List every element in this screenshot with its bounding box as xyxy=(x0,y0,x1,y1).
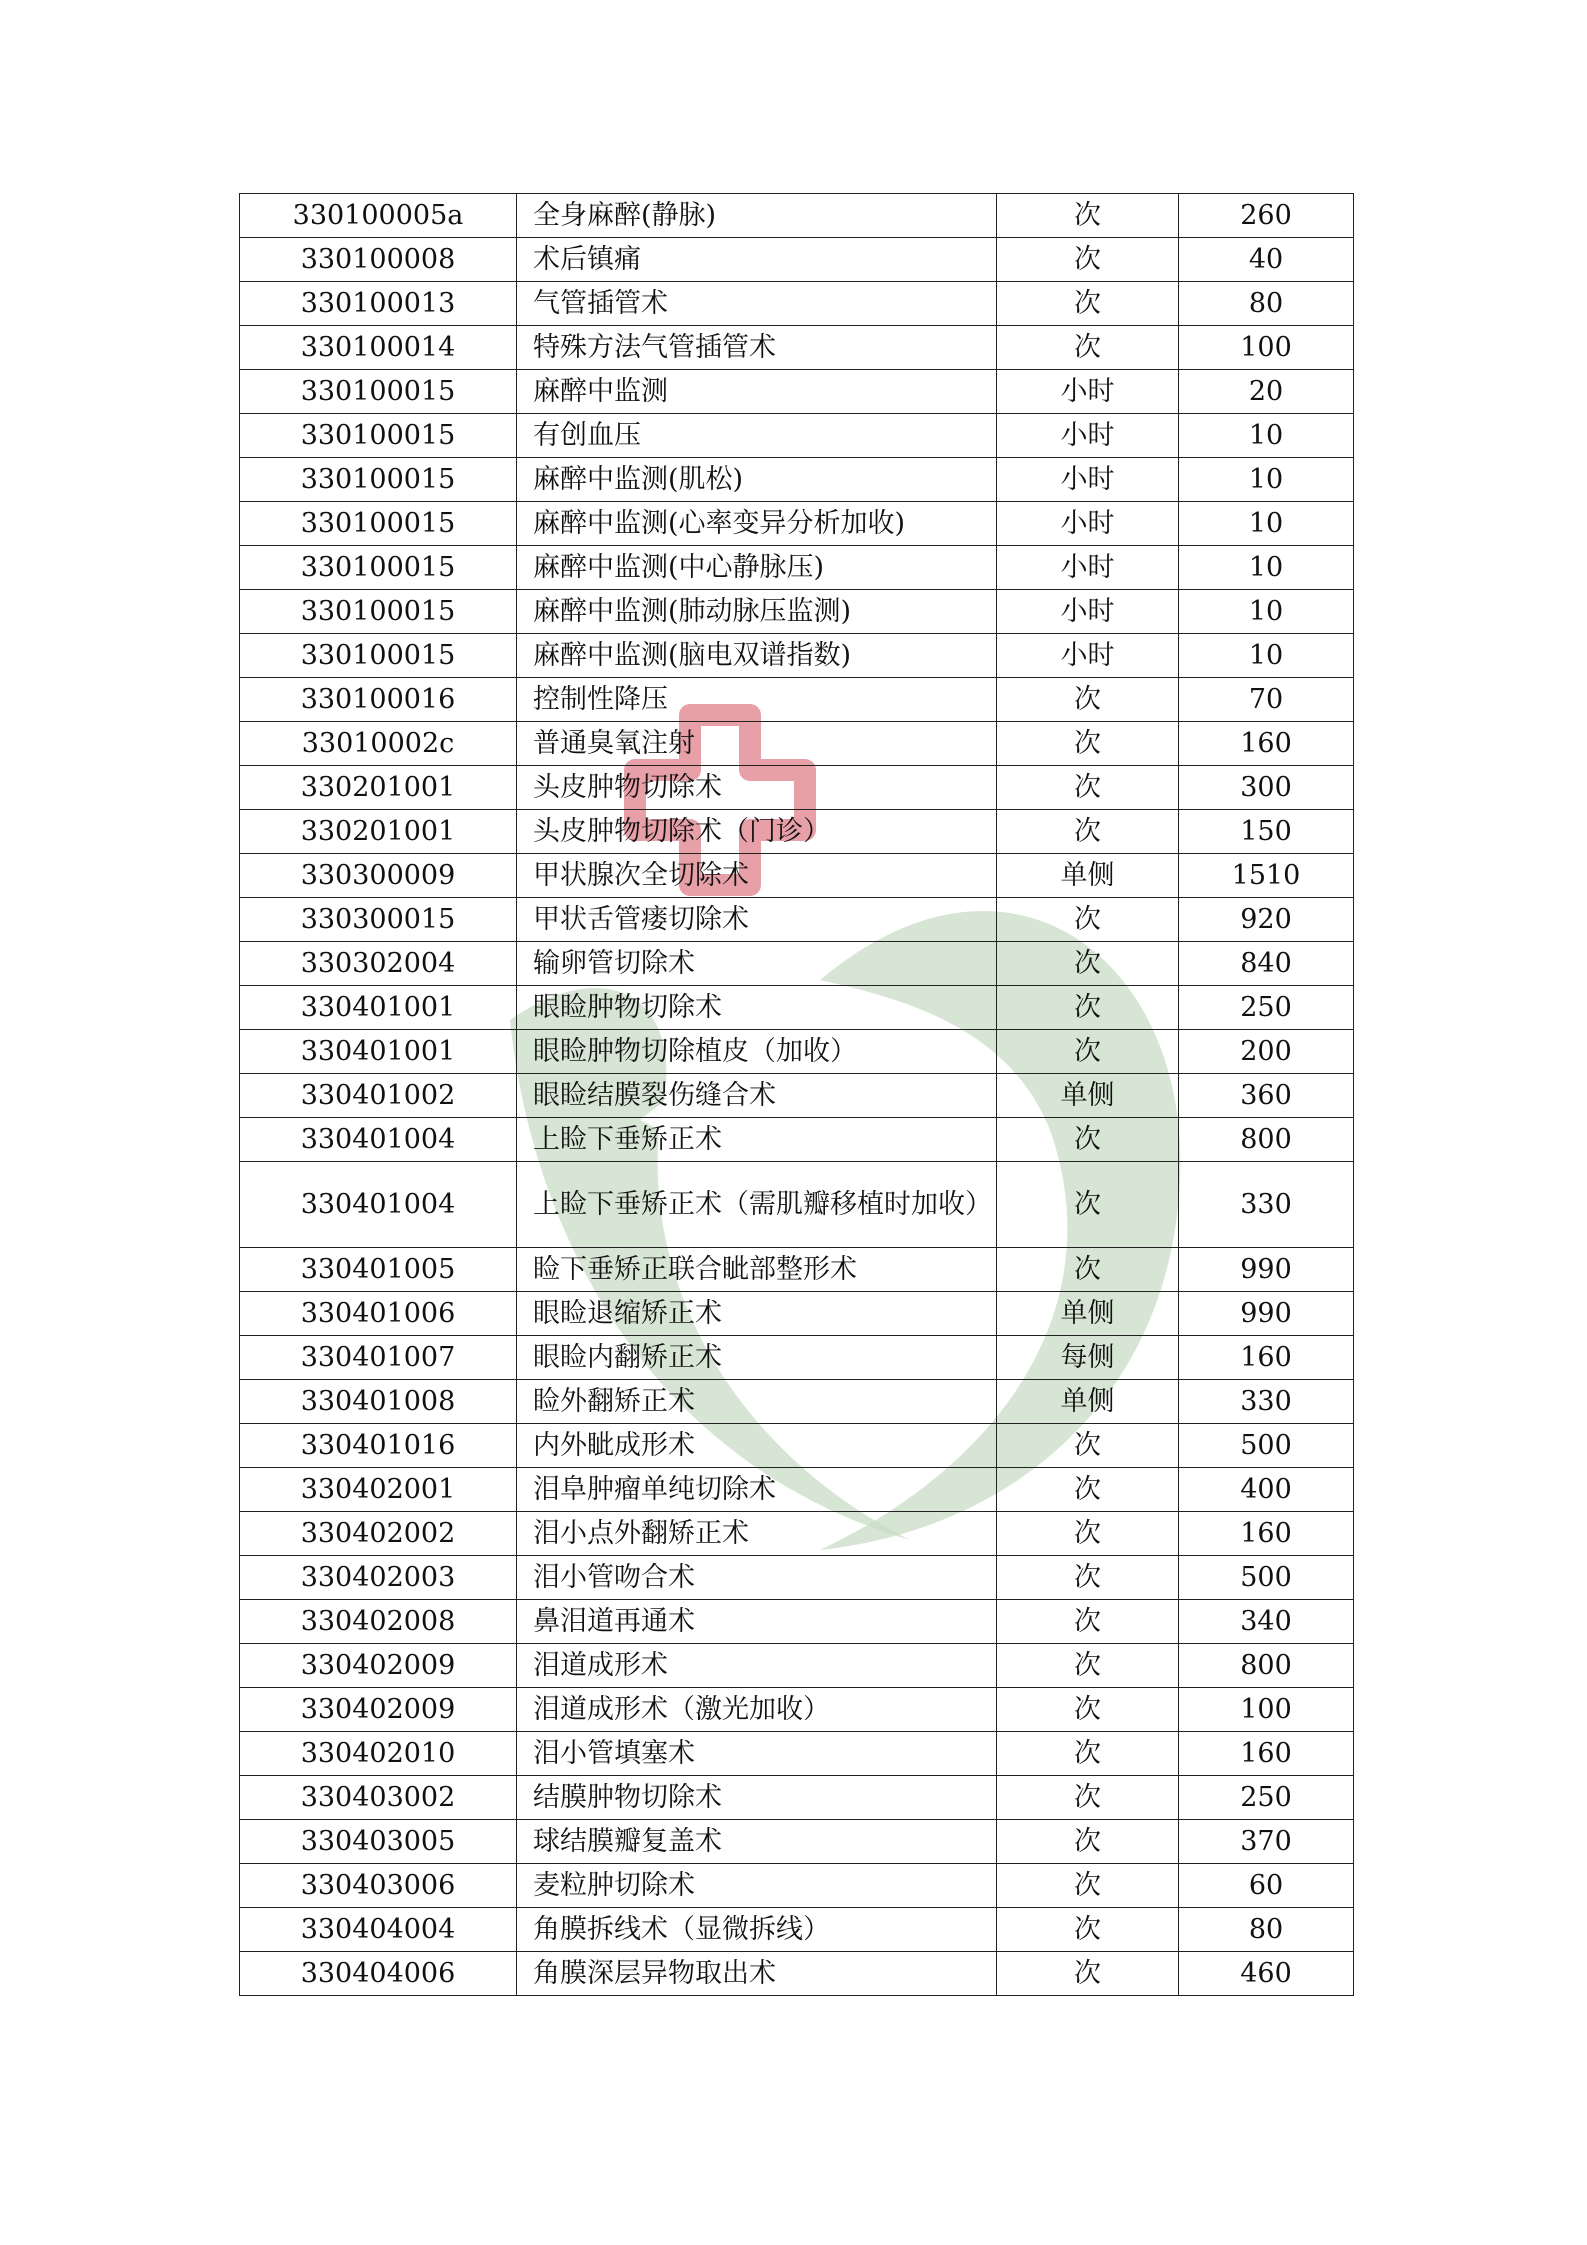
item-code-cell: 330402009 xyxy=(240,1688,517,1732)
item-unit-cell: 次 xyxy=(997,986,1179,1030)
table-row xyxy=(240,238,1354,282)
table-row xyxy=(240,1644,1354,1688)
item-unit-cell: 次 xyxy=(997,766,1179,810)
item-code-cell: 330100015 xyxy=(240,590,517,634)
item-price-cell: 200 xyxy=(1179,1030,1354,1074)
item-price-cell: 100 xyxy=(1179,326,1354,370)
item-unit-cell: 次 xyxy=(997,1162,1179,1248)
item-price-cell: 990 xyxy=(1179,1248,1354,1292)
item-unit-cell: 小时 xyxy=(997,414,1179,458)
item-unit-cell: 小时 xyxy=(997,502,1179,546)
item-code-cell: 330100014 xyxy=(240,326,517,370)
item-unit-cell: 次 xyxy=(997,1820,1179,1864)
item-name-cell: 泪道成形术（激光加收） xyxy=(517,1688,997,1732)
item-code-cell: 330402002 xyxy=(240,1512,517,1556)
item-code-cell: 330404006 xyxy=(240,1952,517,1996)
table-row xyxy=(240,590,1354,634)
item-unit-cell: 次 xyxy=(997,1908,1179,1952)
item-code-cell: 330401006 xyxy=(240,1292,517,1336)
item-price-cell: 500 xyxy=(1179,1556,1354,1600)
item-price-cell: 10 xyxy=(1179,414,1354,458)
item-unit-cell: 次 xyxy=(997,1952,1179,1996)
item-name-cell: 麻醉中监测(脑电双谱指数) xyxy=(517,634,997,678)
table-row xyxy=(240,1820,1354,1864)
table-row xyxy=(240,370,1354,414)
item-price-cell: 920 xyxy=(1179,898,1354,942)
table-row xyxy=(240,1248,1354,1292)
item-code-cell: 330403002 xyxy=(240,1776,517,1820)
table-row xyxy=(240,1688,1354,1732)
item-price-cell: 800 xyxy=(1179,1644,1354,1688)
item-code-cell: 330100015 xyxy=(240,458,517,502)
item-name-cell: 气管插管术 xyxy=(517,282,997,326)
item-code-cell: 330402001 xyxy=(240,1468,517,1512)
item-price-cell: 330 xyxy=(1179,1380,1354,1424)
item-price-cell: 400 xyxy=(1179,1468,1354,1512)
item-price-cell: 150 xyxy=(1179,810,1354,854)
item-name-cell: 泪小点外翻矫正术 xyxy=(517,1512,997,1556)
item-code-cell: 330300009 xyxy=(240,854,517,898)
fee-items-table-body xyxy=(240,194,1354,1996)
table-row xyxy=(240,1468,1354,1512)
item-code-cell: 330403005 xyxy=(240,1820,517,1864)
table-row xyxy=(240,722,1354,766)
item-name-cell: 角膜拆线术（显微拆线） xyxy=(517,1908,997,1952)
item-code-cell: 330403006 xyxy=(240,1864,517,1908)
item-code-cell: 330401004 xyxy=(240,1118,517,1162)
table-row xyxy=(240,414,1354,458)
item-price-cell: 500 xyxy=(1179,1424,1354,1468)
item-unit-cell: 小时 xyxy=(997,634,1179,678)
item-code-cell: 330201001 xyxy=(240,766,517,810)
table-row xyxy=(240,1162,1354,1248)
item-code-cell: 330100016 xyxy=(240,678,517,722)
item-name-cell: 睑下垂矫正联合眦部整形术 xyxy=(517,1248,997,1292)
item-code-cell: 330100005a xyxy=(240,194,517,238)
item-code-cell: 330201001 xyxy=(240,810,517,854)
item-code-cell: 330100015 xyxy=(240,634,517,678)
item-unit-cell: 次 xyxy=(997,194,1179,238)
table-row xyxy=(240,194,1354,238)
table-row xyxy=(240,1776,1354,1820)
table-row xyxy=(240,1380,1354,1424)
item-name-cell: 睑外翻矫正术 xyxy=(517,1380,997,1424)
item-unit-cell: 单侧 xyxy=(997,1380,1179,1424)
item-name-cell: 麻醉中监测(中心静脉压) xyxy=(517,546,997,590)
item-price-cell: 160 xyxy=(1179,722,1354,766)
item-name-cell: 输卵管切除术 xyxy=(517,942,997,986)
item-name-cell: 上睑下垂矫正术（需肌瓣移植时加收） xyxy=(517,1162,997,1248)
item-price-cell: 250 xyxy=(1179,986,1354,1030)
item-price-cell: 300 xyxy=(1179,766,1354,810)
item-name-cell: 泪阜肿瘤单纯切除术 xyxy=(517,1468,997,1512)
item-code-cell: 330402008 xyxy=(240,1600,517,1644)
item-name-cell: 麻醉中监测(肌松) xyxy=(517,458,997,502)
item-price-cell: 250 xyxy=(1179,1776,1354,1820)
item-price-cell: 360 xyxy=(1179,1074,1354,1118)
item-unit-cell: 次 xyxy=(997,1424,1179,1468)
item-name-cell: 麻醉中监测 xyxy=(517,370,997,414)
item-name-cell: 角膜深层异物取出术 xyxy=(517,1952,997,1996)
item-unit-cell: 单侧 xyxy=(997,1074,1179,1118)
item-unit-cell: 次 xyxy=(997,1030,1179,1074)
item-price-cell: 10 xyxy=(1179,458,1354,502)
item-name-cell: 眼睑结膜裂伤缝合术 xyxy=(517,1074,997,1118)
item-unit-cell: 次 xyxy=(997,810,1179,854)
item-name-cell: 头皮肿物切除术 xyxy=(517,766,997,810)
item-price-cell: 40 xyxy=(1179,238,1354,282)
table-row xyxy=(240,458,1354,502)
table-row xyxy=(240,1732,1354,1776)
item-unit-cell: 小时 xyxy=(997,458,1179,502)
item-code-cell: 330100015 xyxy=(240,414,517,458)
item-price-cell: 60 xyxy=(1179,1864,1354,1908)
table-row xyxy=(240,1030,1354,1074)
table-row xyxy=(240,942,1354,986)
item-unit-cell: 次 xyxy=(997,1248,1179,1292)
item-name-cell: 麻醉中监测(心率变异分析加收) xyxy=(517,502,997,546)
item-code-cell: 330100015 xyxy=(240,546,517,590)
item-unit-cell: 次 xyxy=(997,326,1179,370)
item-code-cell: 330100013 xyxy=(240,282,517,326)
item-code-cell: 330401007 xyxy=(240,1336,517,1380)
item-name-cell: 麻醉中监测(肺动脉压监测) xyxy=(517,590,997,634)
item-name-cell: 头皮肿物切除术（门诊） xyxy=(517,810,997,854)
item-name-cell: 内外眦成形术 xyxy=(517,1424,997,1468)
item-name-cell: 全身麻醉(静脉) xyxy=(517,194,997,238)
item-code-cell: 330402003 xyxy=(240,1556,517,1600)
item-code-cell: 330100015 xyxy=(240,370,517,414)
table-row xyxy=(240,1512,1354,1556)
item-name-cell: 甲状腺次全切除术 xyxy=(517,854,997,898)
item-name-cell: 眼睑肿物切除植皮（加收） xyxy=(517,1030,997,1074)
item-code-cell: 330402010 xyxy=(240,1732,517,1776)
item-unit-cell: 次 xyxy=(997,1776,1179,1820)
table-row xyxy=(240,678,1354,722)
item-name-cell: 麦粒肿切除术 xyxy=(517,1864,997,1908)
table-row xyxy=(240,1292,1354,1336)
item-code-cell: 330404004 xyxy=(240,1908,517,1952)
item-price-cell: 340 xyxy=(1179,1600,1354,1644)
item-price-cell: 70 xyxy=(1179,678,1354,722)
item-unit-cell: 次 xyxy=(997,282,1179,326)
item-unit-cell: 单侧 xyxy=(997,1292,1179,1336)
item-unit-cell: 次 xyxy=(997,942,1179,986)
item-name-cell: 泪道成形术 xyxy=(517,1644,997,1688)
item-code-cell: 330100008 xyxy=(240,238,517,282)
item-name-cell: 眼睑肿物切除术 xyxy=(517,986,997,1030)
item-unit-cell: 小时 xyxy=(997,546,1179,590)
table-row xyxy=(240,766,1354,810)
item-price-cell: 800 xyxy=(1179,1118,1354,1162)
item-price-cell: 840 xyxy=(1179,942,1354,986)
item-name-cell: 眼睑内翻矫正术 xyxy=(517,1336,997,1380)
table-row xyxy=(240,854,1354,898)
item-code-cell: 330100015 xyxy=(240,502,517,546)
table-row xyxy=(240,1952,1354,1996)
table-row xyxy=(240,634,1354,678)
table-row xyxy=(240,1424,1354,1468)
item-code-cell: 330401004 xyxy=(240,1162,517,1248)
item-name-cell: 控制性降压 xyxy=(517,678,997,722)
item-unit-cell: 小时 xyxy=(997,590,1179,634)
table-row xyxy=(240,326,1354,370)
item-name-cell: 特殊方法气管插管术 xyxy=(517,326,997,370)
item-price-cell: 10 xyxy=(1179,502,1354,546)
item-unit-cell: 次 xyxy=(997,1118,1179,1162)
item-code-cell: 330402009 xyxy=(240,1644,517,1688)
fee-items-table xyxy=(239,193,1354,1996)
item-unit-cell: 次 xyxy=(997,1600,1179,1644)
item-name-cell: 术后镇痛 xyxy=(517,238,997,282)
table-row xyxy=(240,986,1354,1030)
item-price-cell: 80 xyxy=(1179,1908,1354,1952)
item-unit-cell: 次 xyxy=(997,1468,1179,1512)
item-code-cell: 330300015 xyxy=(240,898,517,942)
item-code-cell: 330401001 xyxy=(240,1030,517,1074)
item-unit-cell: 次 xyxy=(997,678,1179,722)
item-price-cell: 10 xyxy=(1179,634,1354,678)
table-row xyxy=(240,1074,1354,1118)
item-unit-cell: 次 xyxy=(997,1732,1179,1776)
item-name-cell: 泪小管填塞术 xyxy=(517,1732,997,1776)
item-price-cell: 10 xyxy=(1179,590,1354,634)
item-unit-cell: 次 xyxy=(997,238,1179,282)
item-price-cell: 10 xyxy=(1179,546,1354,590)
item-price-cell: 990 xyxy=(1179,1292,1354,1336)
item-code-cell: 330401001 xyxy=(240,986,517,1030)
item-name-cell: 甲状舌管瘘切除术 xyxy=(517,898,997,942)
item-name-cell: 泪小管吻合术 xyxy=(517,1556,997,1600)
item-unit-cell: 每侧 xyxy=(997,1336,1179,1380)
item-name-cell: 球结膜瓣复盖术 xyxy=(517,1820,997,1864)
item-unit-cell: 次 xyxy=(997,1864,1179,1908)
table-row xyxy=(240,898,1354,942)
item-unit-cell: 次 xyxy=(997,1688,1179,1732)
item-unit-cell: 小时 xyxy=(997,370,1179,414)
item-code-cell: 330401016 xyxy=(240,1424,517,1468)
table-row xyxy=(240,1600,1354,1644)
table-row xyxy=(240,1556,1354,1600)
item-price-cell: 100 xyxy=(1179,1688,1354,1732)
table-row xyxy=(240,1864,1354,1908)
item-price-cell: 370 xyxy=(1179,1820,1354,1864)
item-price-cell: 20 xyxy=(1179,370,1354,414)
table-row xyxy=(240,502,1354,546)
item-unit-cell: 次 xyxy=(997,898,1179,942)
item-price-cell: 160 xyxy=(1179,1336,1354,1380)
item-code-cell: 330302004 xyxy=(240,942,517,986)
table-row xyxy=(240,810,1354,854)
item-code-cell: 330401002 xyxy=(240,1074,517,1118)
item-price-cell: 1510 xyxy=(1179,854,1354,898)
item-price-cell: 260 xyxy=(1179,194,1354,238)
table-row xyxy=(240,1118,1354,1162)
item-name-cell: 结膜肿物切除术 xyxy=(517,1776,997,1820)
item-code-cell: 330401005 xyxy=(240,1248,517,1292)
item-unit-cell: 次 xyxy=(997,722,1179,766)
table-row xyxy=(240,1908,1354,1952)
item-price-cell: 160 xyxy=(1179,1732,1354,1776)
item-code-cell: 330401008 xyxy=(240,1380,517,1424)
item-unit-cell: 次 xyxy=(997,1512,1179,1556)
item-price-cell: 460 xyxy=(1179,1952,1354,1996)
item-price-cell: 80 xyxy=(1179,282,1354,326)
item-name-cell: 普通臭氧注射 xyxy=(517,722,997,766)
table-row xyxy=(240,1336,1354,1380)
item-name-cell: 鼻泪道再通术 xyxy=(517,1600,997,1644)
table-row xyxy=(240,546,1354,590)
item-unit-cell: 次 xyxy=(997,1556,1179,1600)
item-name-cell: 眼睑退缩矫正术 xyxy=(517,1292,997,1336)
item-code-cell: 33010002c xyxy=(240,722,517,766)
item-unit-cell: 次 xyxy=(997,1644,1179,1688)
item-price-cell: 160 xyxy=(1179,1512,1354,1556)
item-unit-cell: 单侧 xyxy=(997,854,1179,898)
item-name-cell: 有创血压 xyxy=(517,414,997,458)
item-price-cell: 330 xyxy=(1179,1162,1354,1248)
table-row xyxy=(240,282,1354,326)
item-name-cell: 上睑下垂矫正术 xyxy=(517,1118,997,1162)
